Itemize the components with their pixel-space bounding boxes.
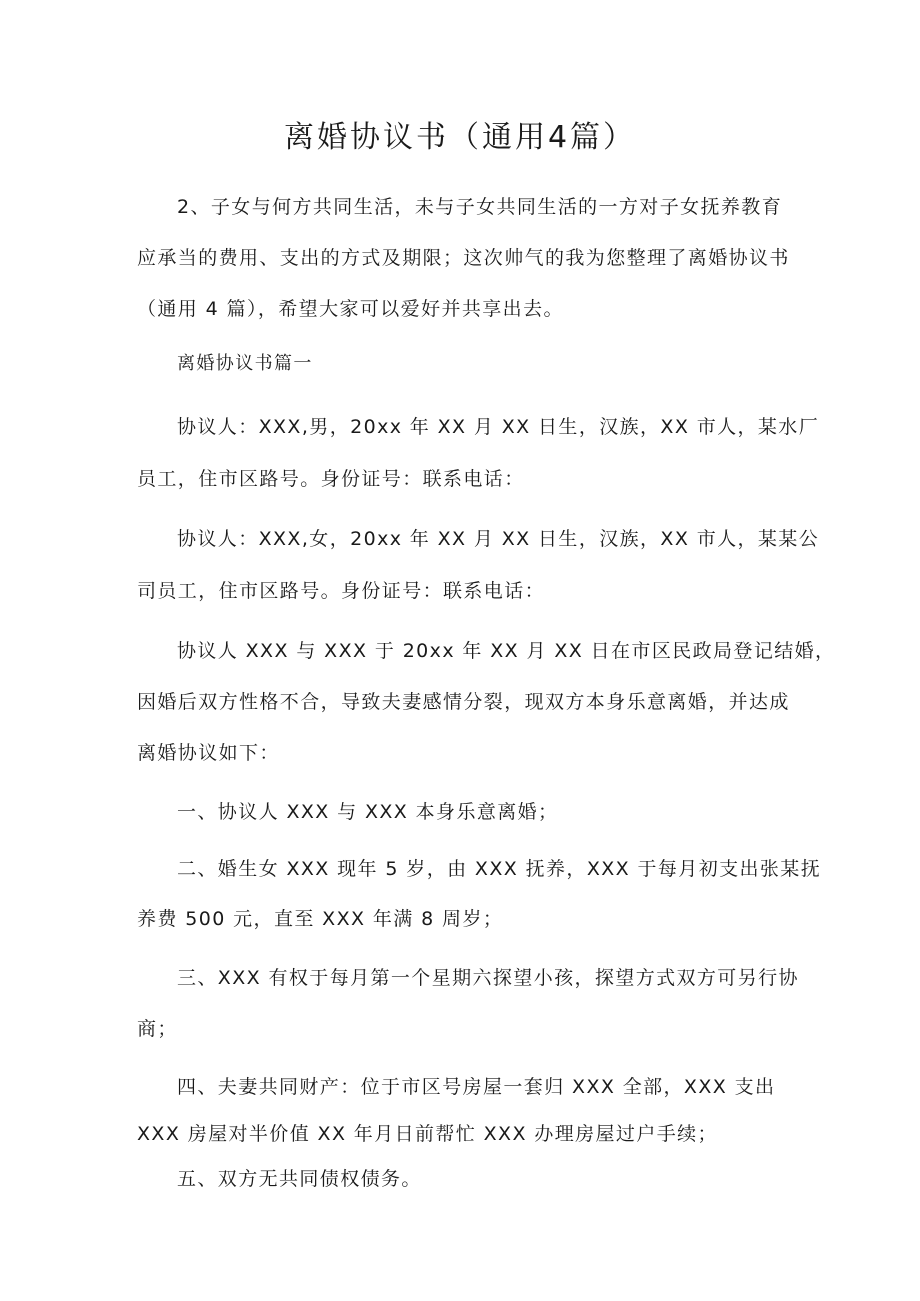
paragraph (137, 963, 799, 1040)
paragraph (137, 1164, 787, 1190)
text-line: 二、婚生女 XXX 现年 5 岁，由 XXX 抚养，XXX 于每月初支出张某抚 (177, 858, 822, 880)
section-heading (137, 349, 787, 374)
text-line: XXX 房屋对半价值 XX 年月日前帮忙 XXX 办理房屋过户手续； (137, 1123, 718, 1145)
text-line: 商； (137, 1018, 178, 1040)
text-line: 协议人：XXX,男，20xx 年 XX 月 XX 日生，汉族，XX 市人，某水厂 (177, 416, 820, 438)
text-line: 应承当的费用、支出的方式及期限；这次帅气的我为您整理了离婚协议书 (137, 247, 790, 269)
text-line: 员工，住市区路号。身份证号：联系电话： (137, 468, 525, 490)
paragraph (137, 412, 820, 490)
text-line: 三、XXX 有权于每月第一个星期六探望小孩，探望方式双方可另行协 (177, 967, 799, 989)
text-line: 四、夫妻共同财产：位于市区号房屋一套归 XXX 全部，XXX 支出 (177, 1076, 776, 1098)
text-line: 一、协议人 XXX 与 XXX 本身乐意离婚； (177, 801, 559, 823)
text-line: 养费 500 元，直至 XXX 年满 8 周岁； (137, 908, 504, 930)
text-line: 协议人 XXX 与 XXX 于 20xx 年 XX 月 XX 日在市区民政局登记结婚， (177, 640, 836, 662)
text-line: （通用 4 篇），希望大家可以爱好并共享出去。 (137, 298, 564, 320)
paragraph (137, 797, 787, 823)
text-line: 离婚协议书篇一 (177, 353, 313, 374)
paragraph (137, 854, 822, 930)
text-line: 五、双方无共同债权债务。 (177, 1168, 422, 1190)
text-line: 司员工，住市区路号。身份证号：联系电话： (137, 580, 546, 602)
text-line: 离婚协议如下： (137, 742, 280, 764)
text-line: 协议人：XXX,女，20xx 年 XX 月 XX 日生，汉族，XX 市人，某某公 (177, 528, 820, 550)
paragraph (137, 524, 820, 602)
text-line: 因婚后双方性格不合，导致夫妻感情分裂，现双方本身乐意离婚，并达成 (137, 691, 790, 713)
paragraph (137, 192, 790, 320)
text-line: 2、子女与何方共同生活，未与子女共同生活的一方对子女抚养教育 (177, 196, 783, 218)
paragraph (137, 1072, 787, 1145)
page-title: 离婚协议书（通用4篇） (283, 120, 637, 155)
paragraph (137, 636, 836, 764)
